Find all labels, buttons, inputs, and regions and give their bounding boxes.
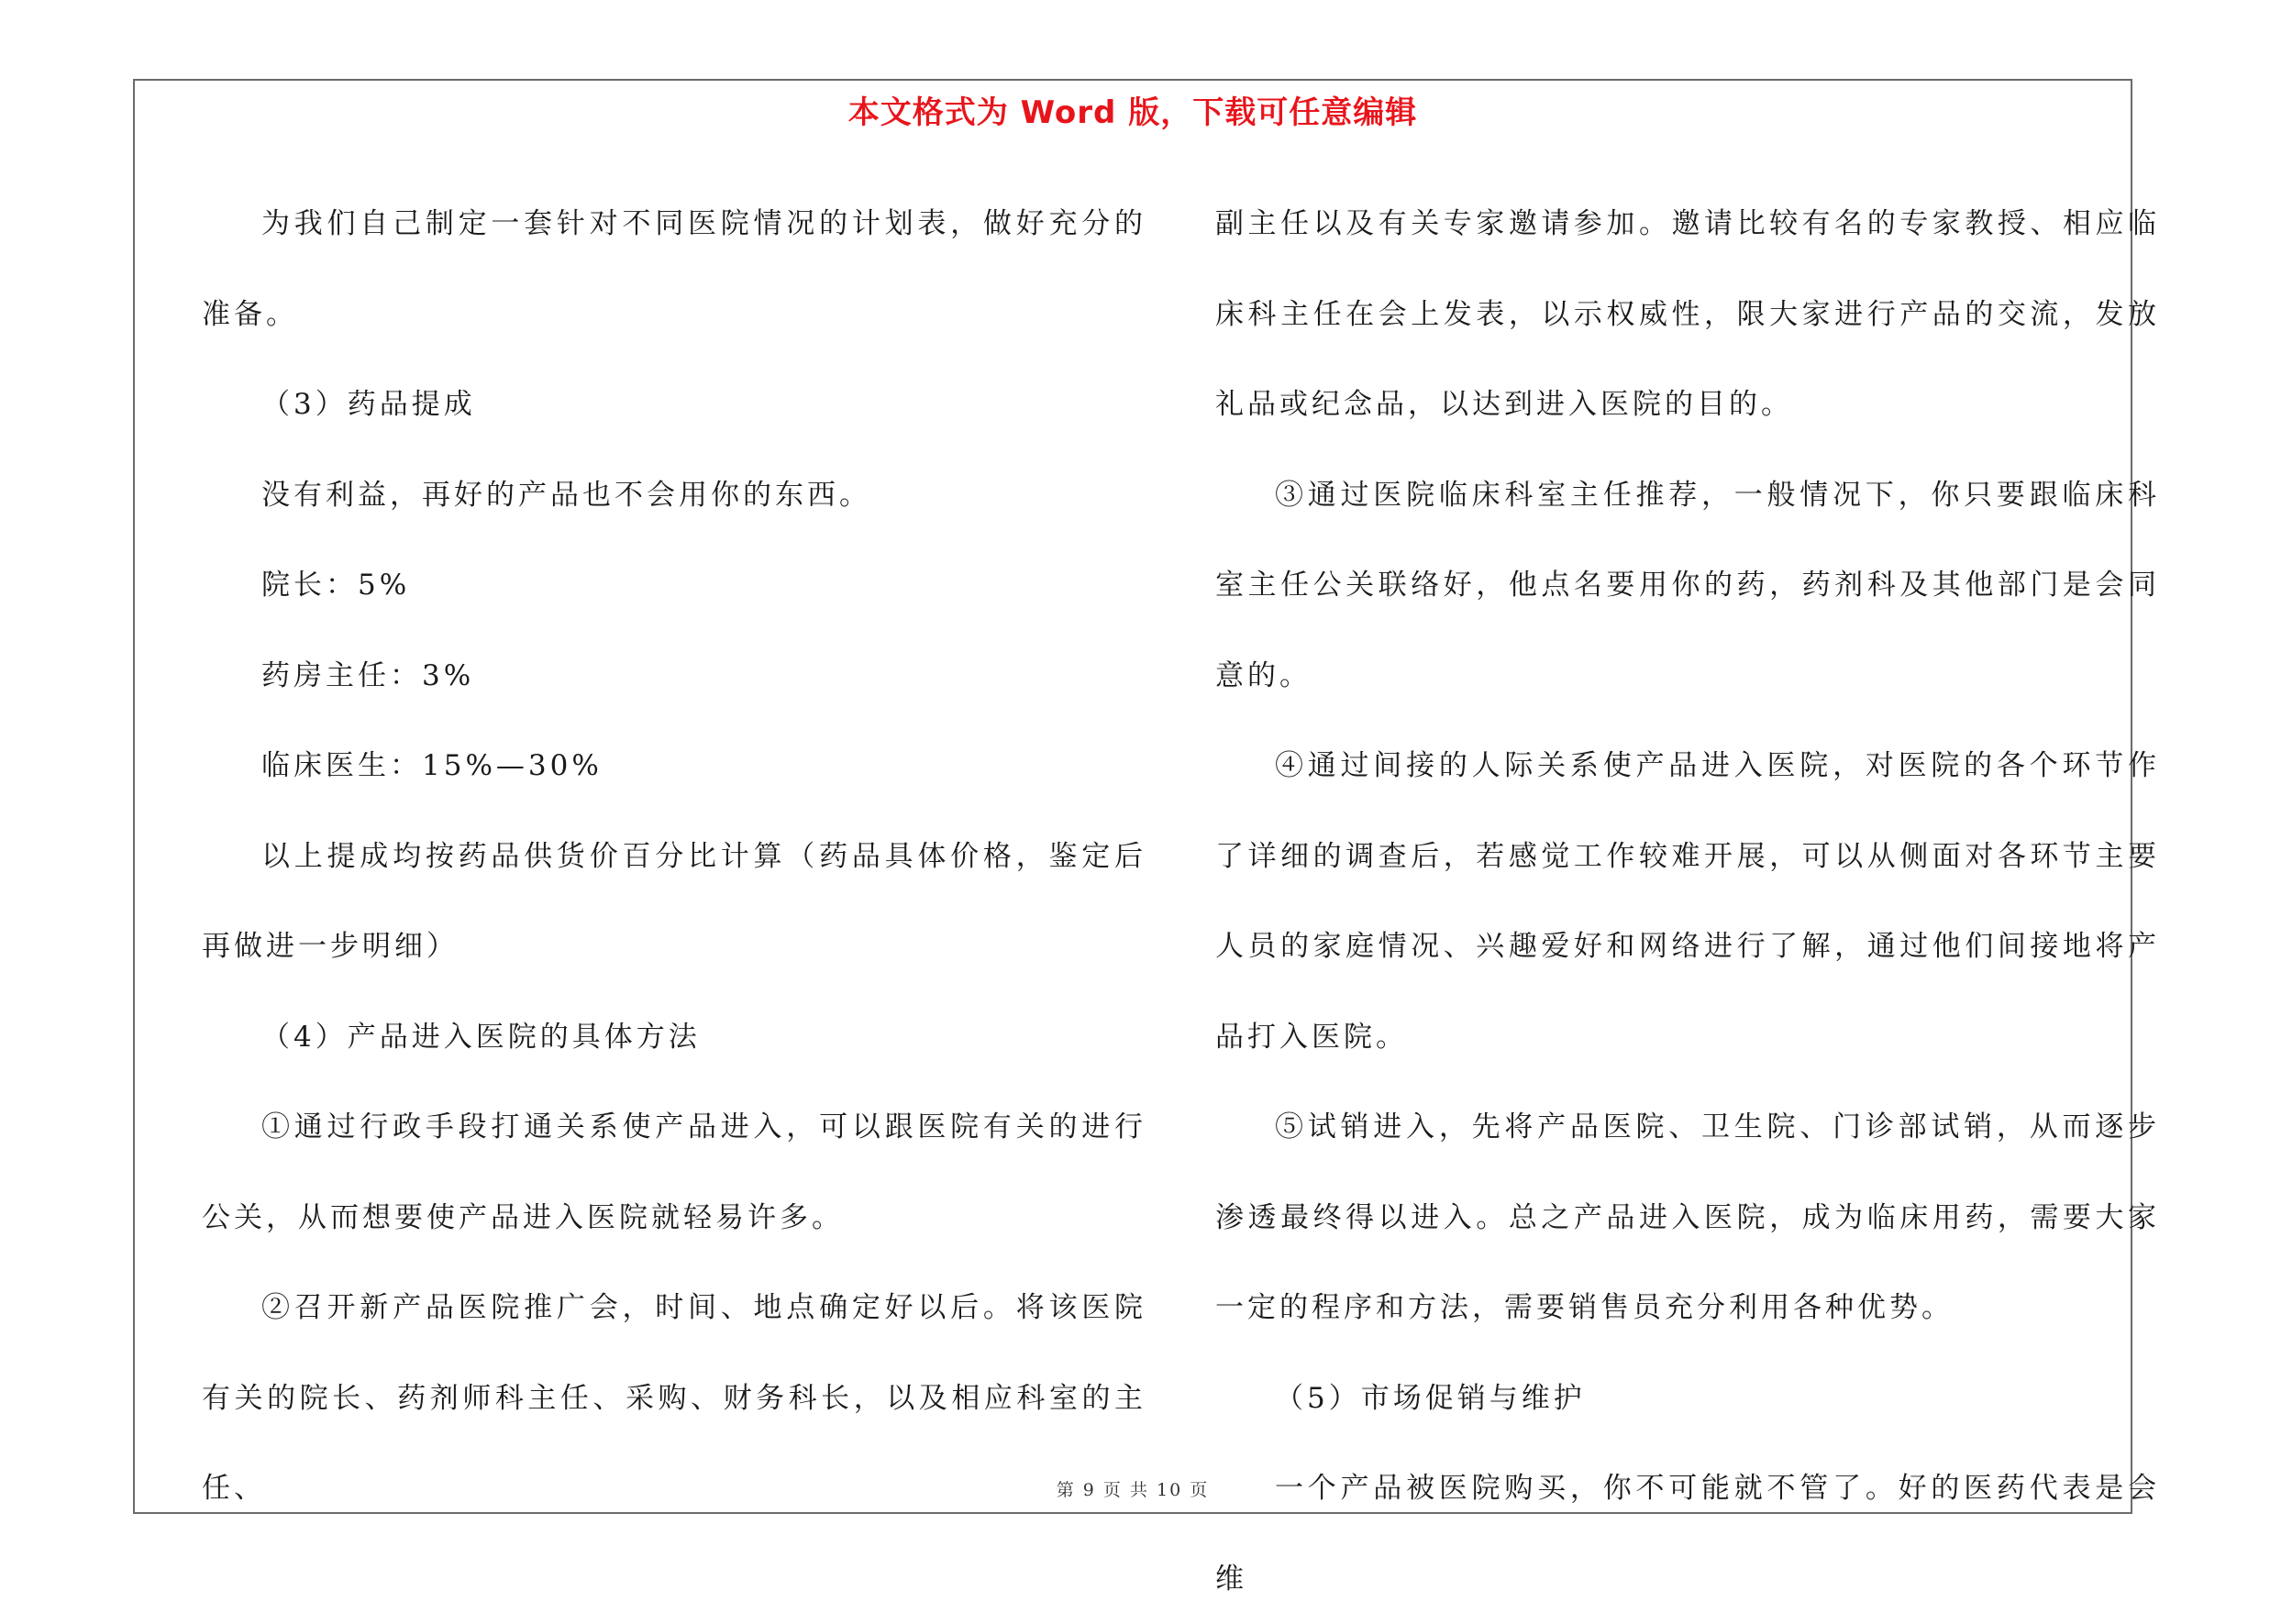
right-column: [1215, 179, 2160, 1624]
paragraph: （4）产品进入医院的具体方法: [261, 1020, 701, 1054]
paragraph: 为我们自己制定一套针对不同医院情况的计划表，做好充分的准备。: [202, 207, 1146, 331]
paragraph: ①通过行政手段打通关系使产品进入，可以跟医院有关的进行公关，从而想要使产品进入医院就轻易许多。: [202, 1110, 1146, 1234]
paragraph: ②召开新产品医院推广会，时间、地点确定好以后。将该医院有关的院长、药剂师科主任、采购、财务科长，以及相应科室的主任、: [202, 1291, 1146, 1505]
paragraph: 没有利益，再好的产品也不会用你的东西。: [261, 478, 871, 512]
left-column: [202, 179, 1146, 1534]
paragraph: （3）药品提成: [261, 388, 476, 421]
paragraph: 副主任以及有关专家邀请参加。邀请比较有名的专家教授、相应临床科主任在会上发表，以示权威性，限大家进行产品的交流，发放礼品或纪念品，以达到进入医院的目的。: [1215, 207, 2160, 421]
paragraph: ④通过间接的人际关系使产品进入医院，对医院的各个环节作了详细的调查后，若感觉工作较难开展，可以从侧面对各环节主要人员的家庭情况、兴趣爱好和网络进行了解，通过他们间接地将产品打入医院。: [1215, 749, 2160, 1054]
paragraph: 院长：5%: [261, 569, 411, 602]
paragraph: 以上提成均按药品供货价百分比计算（药品具体价格，鉴定后再做进一步明细）: [202, 839, 1146, 963]
format-banner: 本文格式为 Word 版，下载可任意编辑: [847, 94, 1418, 131]
paragraph: ③通过医院临床科室主任推荐，一般情况下，你只要跟临床科室主任公关联络好，他点名要用你的药，药剂科及其他部门是会同意的。: [1215, 478, 2160, 692]
paragraph: ⑤试销进入，先将产品医院、卫生院、门诊部试销，从而逐步渗透最终得以进入。总之产品进入医院，成为临床用药，需要大家一定的程序和方法，需要销售员充分利用各种优势。: [1215, 1110, 2160, 1324]
paragraph: （5）市场促销与维护: [1275, 1381, 1586, 1415]
paragraph: 临床医生：15%—30%: [261, 749, 603, 782]
paragraph: 药房主任：3%: [261, 658, 475, 692]
page-number-footer: 第 9 页 共 10 页: [1056, 1480, 1210, 1500]
paragraph: 一个产品被医院购买，你不可能就不管了。好的医药代表是会维: [1215, 1472, 2160, 1596]
